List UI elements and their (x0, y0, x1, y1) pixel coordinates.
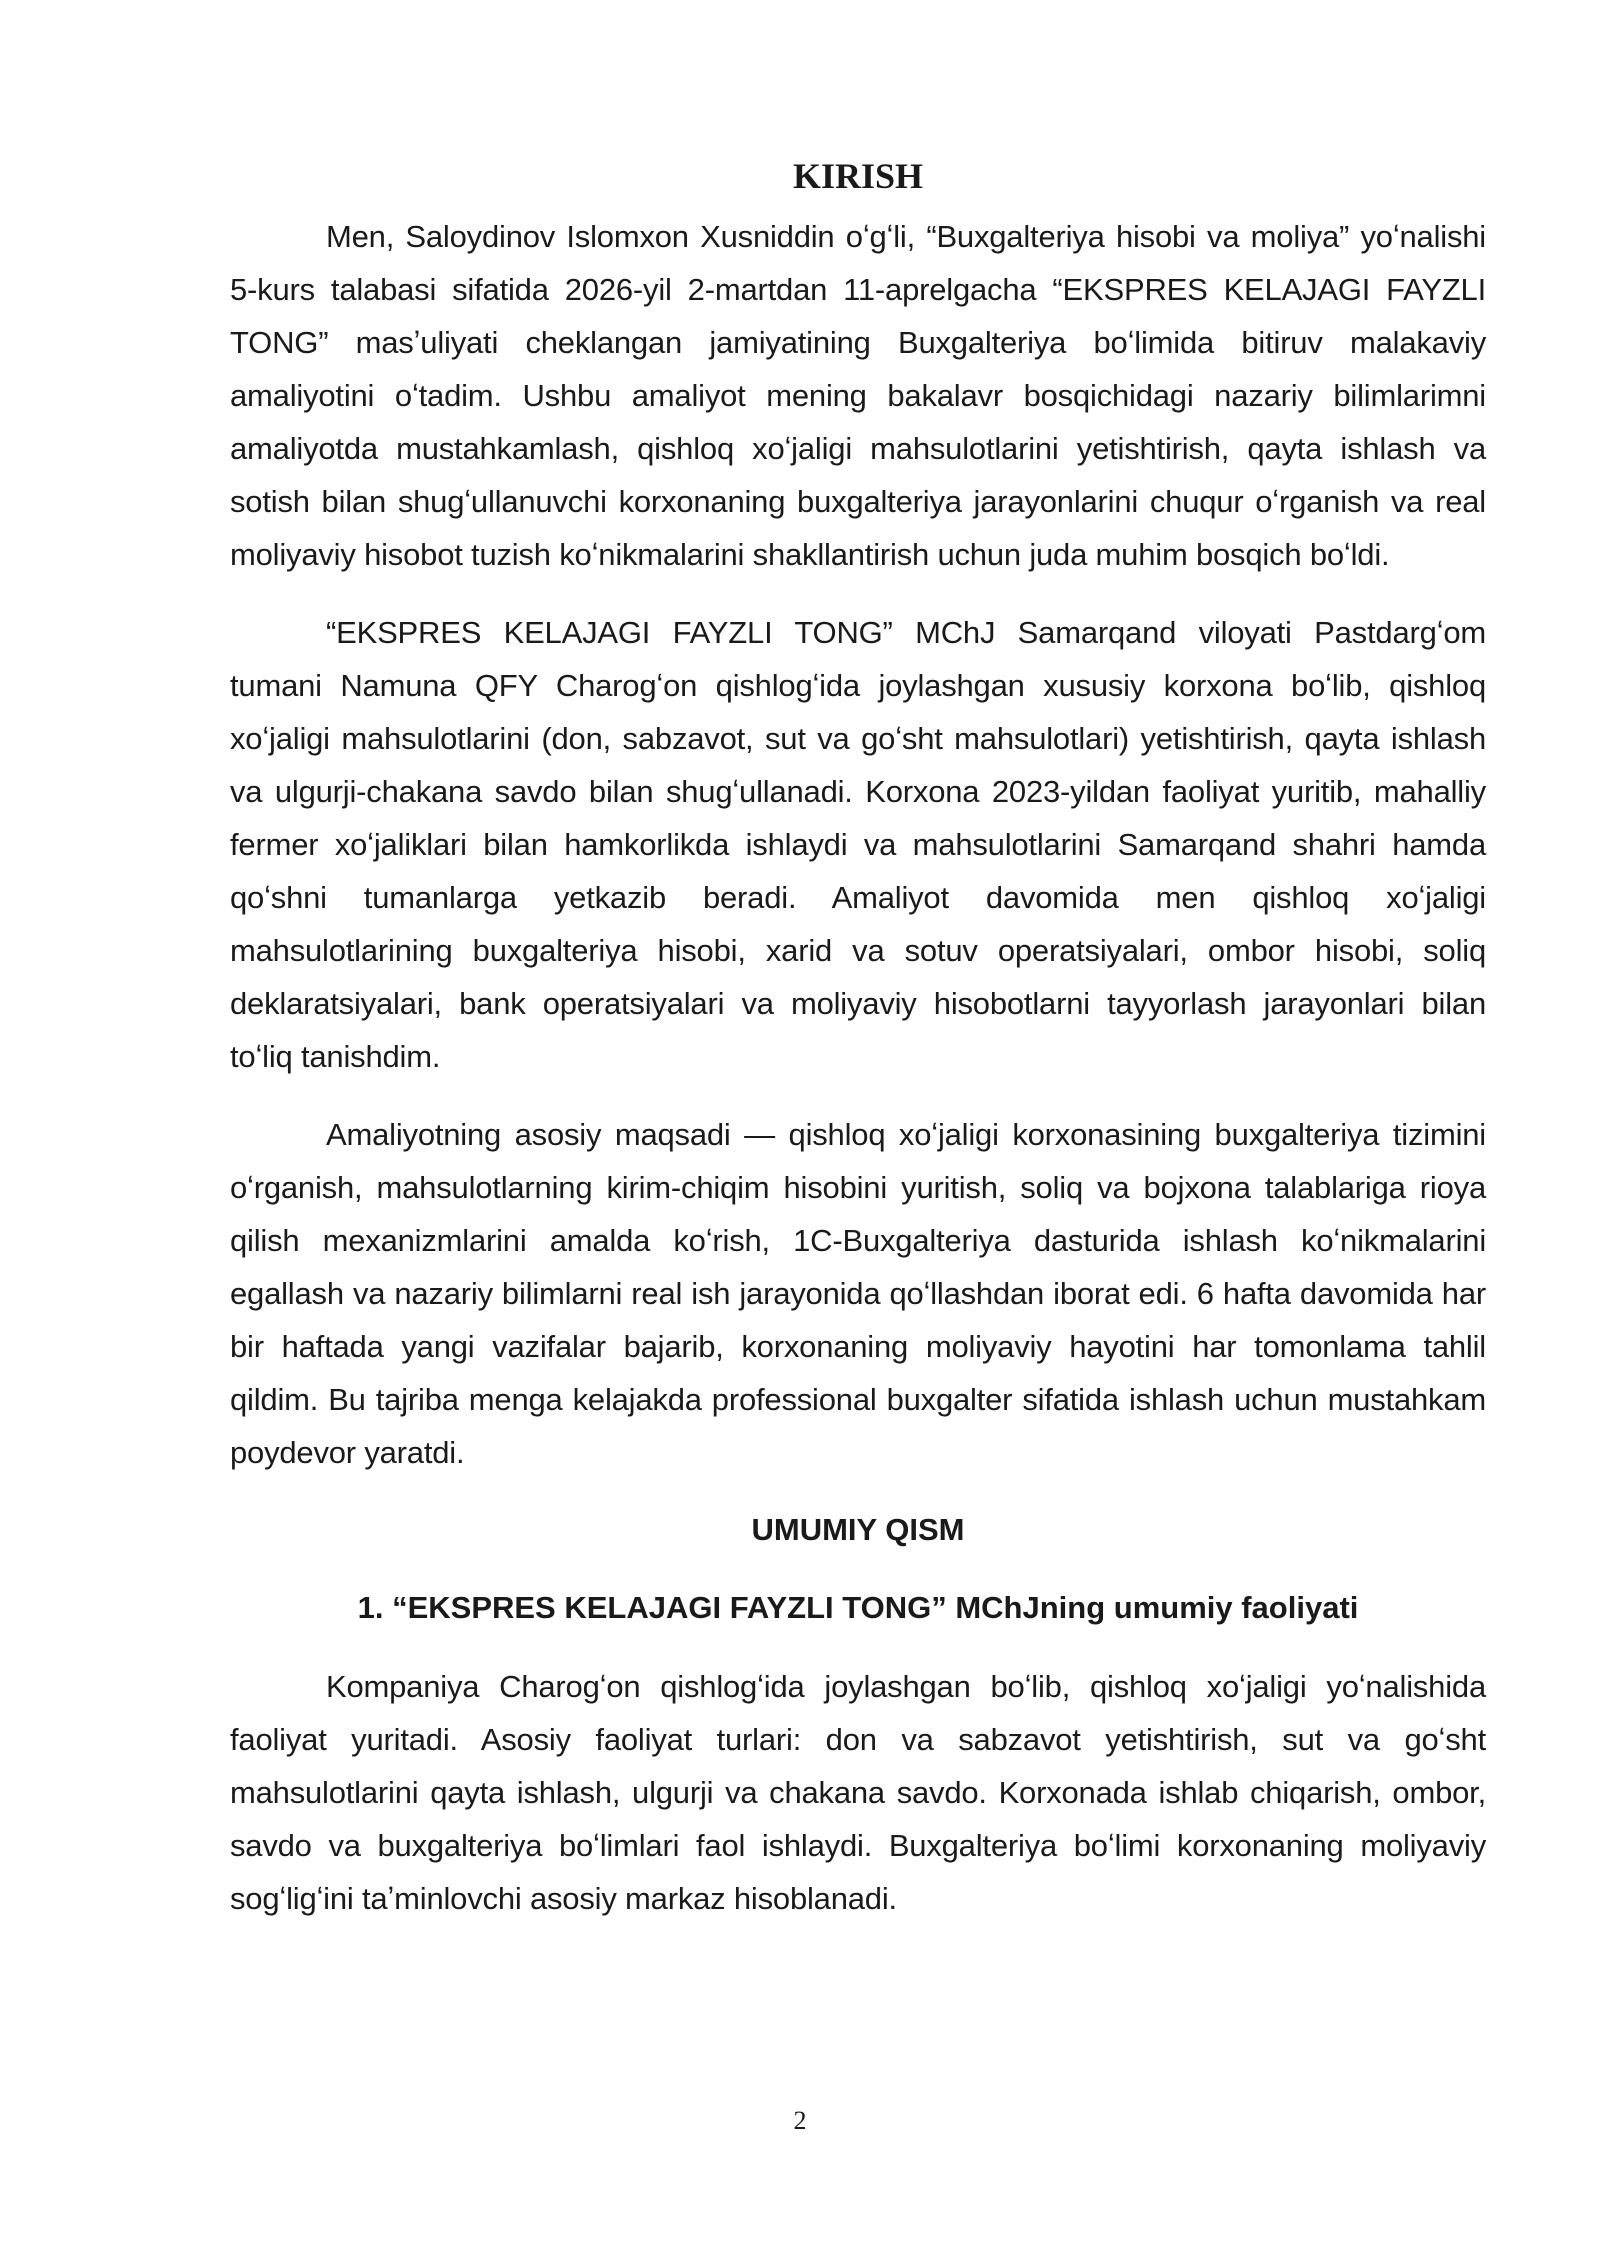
intro-paragraph-1: Men, Saloydinov Islomxon Xusniddin oʻgʻli, “Buxgalteriya hisobi va moliya” yoʻnalishi 5-kurs talabasi sifatida 2026-yil 2-martdan 11-aprelgacha “EKSPRES KELAJAGI FAYZLI TONG” masʼuliyati cheklangan jamiyatining Buxgalteriya boʻlimida bitiruv malakaviy amaliyotini oʻtadim. Ushbu amaliyot mening bakalavr bosqichidagi nazariy bilimlarimni amaliyotda mustahkamlash, qishloq xoʻjaligi mahsulotlarini yetishtirish, qayta ishlash va sotish bilan shugʻullanuvchi korxonaning buxgalteriya jarayonlarini chuqur oʻrganish va real moliyaviy hisobot tuzish koʻnikmalarini shakllantirish uchun juda muhim bosqich boʻldi. (230, 219, 1486, 572)
section-title: UMUMIY QISM (751, 1512, 965, 1547)
intro-title: KIRISH (792, 156, 924, 196)
intro-paragraph-3: Amaliyotning asosiy maqsadi — qishloq xoʻjaligi korxonasining buxgalteriya tizimini oʻrganish, mahsulotlarning kirim-chiqim hisobini yuritish, soliq va bojxona talablariga rioya qilish mexanizmlarini amalda koʻrish, 1C-Buxgalteriya dasturida ishlash koʻnikmalarini egallash va nazariy bilimlarni real ish jarayonida qoʻllashdan iborat edi. 6 hafta davomida har bir haftada yangi vazifalar bajarib, korxonaning moliyaviy hayotini har tomonlama tahlil qildim. Bu tajriba menga kelajakda professional buxgalter sifatida ishlash uchun mustahkam poydevor yaratdi. (230, 1117, 1486, 1470)
intro-paragraph-2: “EKSPRES KELAJAGI FAYZLI TONG” MChJ Samarqand viloyati Pastdargʻom tumani Namuna QFY Charogʻon qishlogʻida joylashgan xususiy korxona boʻlib, qishloq xoʻjaligi mahsulotlarini (don, sabzavot, sut va goʻsht mahsulotlari) yetishtirish, qayta ishlash va ulgurji-chakana savdo bilan shugʻullanadi. Korxona 2023-yildan faoliyat yuritib, mahalliy fermer xoʻjaliklari bilan hamkorlikda ishlaydi va mahsulotlarini Samarqand shahri hamda qoʻshni tumanlarga yetkazib beradi. Amaliyot davomida men qishloq xoʻjaligi mahsulotlarining buxgalteriya hisobi, xarid va sotuv operatsiyalari, ombor hisobi, soliq deklaratsiyalari, bank operatsiyalari va moliyaviy hisobotlarni tayyorlash jarayonlari bilan toʻliq tanishdim. (230, 615, 1486, 1074)
section-paragraph-1: Kompaniya Charogʻon qishlogʻida joylashgan boʻlib, qishloq xoʻjaligi yoʻnalishida faoliyat yuritadi. Asosiy faoliyat turlari: don va sabzavot yetishtirish, sut va goʻsht mahsulotlarini qayta ishlash, ulgurji va chakana savdo. Korxonada ishlab chiqarish, ombor, savdo va buxgalteriya boʻlimlari faol ishlaydi. Buxgalteriya boʻlimi korxonaning moliyaviy sogʻligʻini taʼminlovchi asosiy markaz hisoblanadi. (230, 1669, 1486, 1916)
page-number: 2 (793, 2106, 807, 2135)
page-content (230, 150, 1486, 1950)
subsection-title: 1. “EKSPRES KELAJAGI FAYZLI TONG” MChJning umumiy faoliyati (357, 1590, 1359, 1625)
